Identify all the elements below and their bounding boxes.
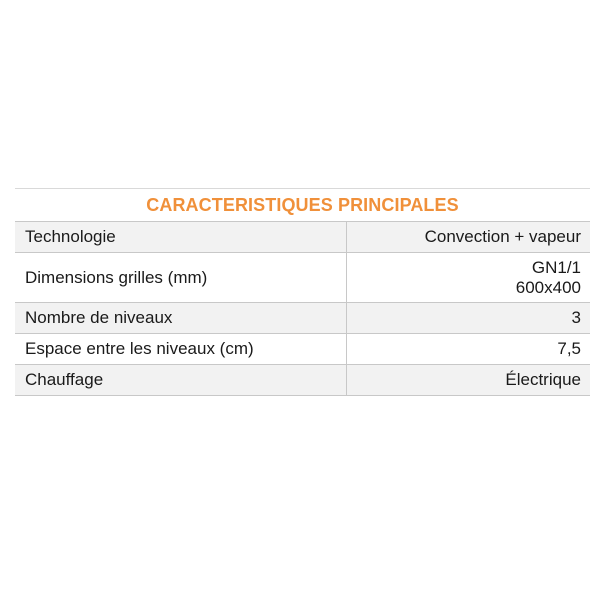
spec-value-line: 3 — [571, 308, 581, 327]
spec-label: Dimensions grilles (mm) — [15, 253, 347, 302]
spec-label: Chauffage — [15, 365, 347, 395]
spec-value — [347, 253, 590, 302]
spec-row-espace-niveaux — [15, 334, 590, 365]
spec-value-line: GN1/1 — [531, 257, 581, 277]
spec-value — [347, 303, 590, 333]
spec-value — [347, 222, 590, 252]
spec-value-line: 7,5 — [557, 339, 581, 358]
spec-row-technologie — [15, 222, 590, 253]
spec-value — [347, 365, 590, 395]
spec-label: Espace entre les niveaux (cm) — [15, 334, 347, 364]
spec-row-dimensions-grilles — [15, 253, 590, 303]
spec-card — [15, 188, 590, 396]
spec-row-chauffage — [15, 365, 590, 396]
spec-label: Nombre de niveaux — [15, 303, 347, 333]
spec-row-nombre-niveaux — [15, 303, 590, 334]
spec-table — [15, 221, 590, 396]
spec-title: CARACTERISTIQUES PRINCIPALES — [146, 195, 459, 215]
spec-value-line: 600x400 — [515, 277, 581, 297]
spec-value-line: Électrique — [505, 370, 581, 389]
spec-value-line: Convection + vapeur — [424, 227, 581, 246]
spec-label: Technologie — [15, 222, 347, 252]
spec-value — [347, 334, 590, 364]
